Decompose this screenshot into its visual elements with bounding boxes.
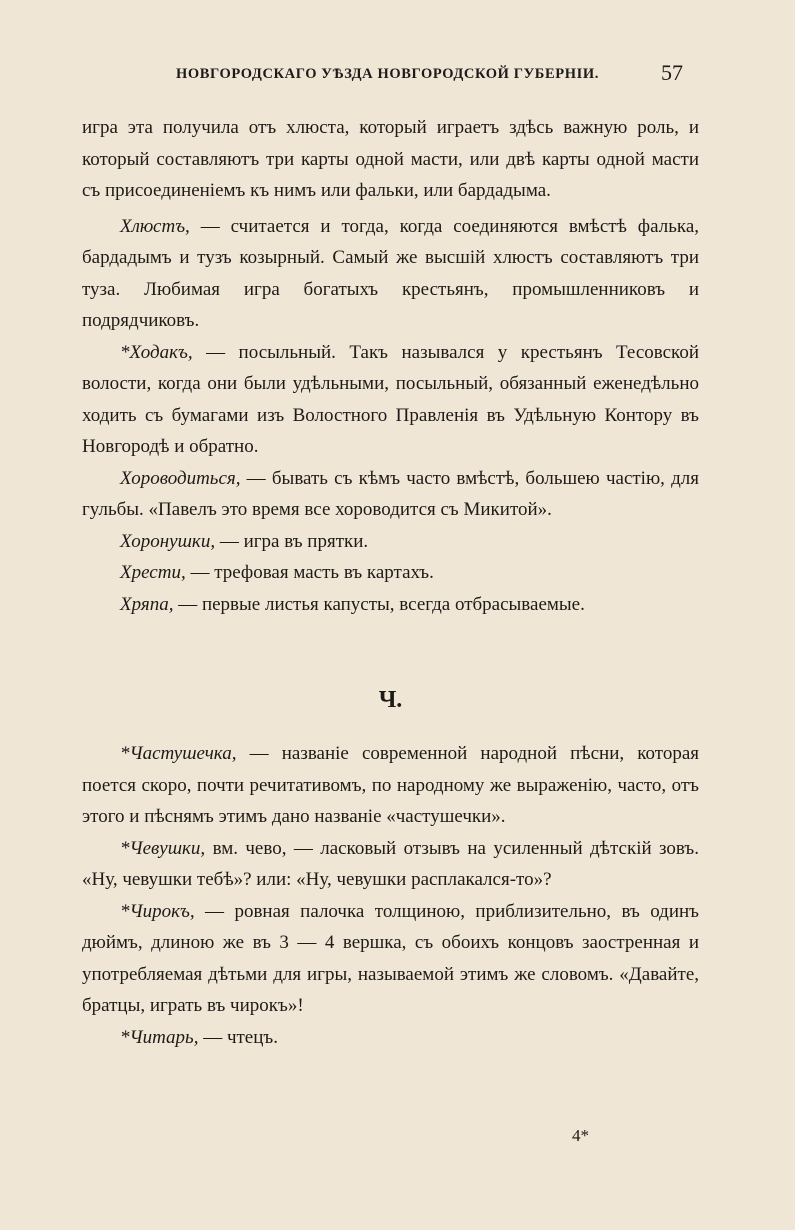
entry-definition: — посыльный. Такъ назывался у крестьянъ Тесовской волости, когда они были удѣльными, посыльный, обязанный еженедѣльно ходить съ бумагами изъ Волостного Правленія въ Удѣльную Контору въ Новгородѣ и обратно. (82, 341, 699, 457)
entry-khodak (82, 337, 699, 463)
page-number: 57 (661, 60, 683, 85)
signature-mark: 4* (572, 1126, 589, 1145)
entry-term: *Чевушки, (120, 837, 206, 859)
entry-continuation: игра эта получила отъ хлюста, который играетъ здѣсь важную роль, и который составляютъ три карты одной масти, или двѣ карты одной масти съ присоединеніемъ къ нимъ или фальки, или бардадыма. (82, 117, 699, 201)
entry-chastushechka (82, 738, 699, 833)
entry-definition: — бывать съ кѣмъ часто вмѣстѣ, большею частію, для гульбы. «Павелъ это время все хороводится съ Микитой». (82, 467, 699, 520)
entry-khorovoditsya (82, 463, 699, 526)
section-heading: Ч. (378, 687, 403, 713)
entry-definition: вм. чево, — ласковый отзывъ на усиленный дѣтскій зовъ. «Ну, чевушки тебѣ»? или: «Ну, чевушки расплакался-то»? (82, 837, 699, 890)
page-body (82, 112, 699, 1053)
entry-term: Хряпа, (120, 593, 174, 615)
entry-chevushki (82, 833, 699, 896)
entry-term: *Частушечка, (120, 743, 237, 764)
entry-definition: — чтецъ. (198, 1026, 278, 1048)
running-title: НОВГОРОДСКАГО УѢЗДА НОВГОРОДСКОЙ ГУБЕРНІИ. (176, 66, 599, 82)
entry-definition: — названіе современной народной пѣсни, которая поется скоро, почти речитативомъ, по народному же выраженію, часто, отъ этого и пѣснямъ этимъ дано названіе «частушечки». (82, 743, 699, 827)
entry-definition: — игра въ прятки. (215, 530, 369, 552)
entry-khresti (82, 557, 699, 589)
entry-chirok (82, 896, 699, 1022)
entry-term: *Чирокъ, (120, 900, 195, 922)
entry-term: *Ходакъ, (120, 341, 193, 363)
entry-term: Хлюстъ, (120, 215, 190, 237)
entry-chitar (82, 1022, 699, 1054)
entry-khoronushki (82, 526, 699, 558)
entry-term: Хоронушки, (120, 530, 216, 552)
entry-term: Хороводиться, (120, 467, 241, 489)
entry-definition: — трефовая масть въ картахъ. (185, 562, 434, 583)
entry-term: *Читарь, (120, 1026, 199, 1048)
entry-definition: — ровная палочка толщиною, приблизительно, въ одинъ дюймъ, длиною же въ 3 — 4 вершка, съ обоихъ концовъ заостренная и употребляемая дѣтьми для игры, называемой этимъ же словомъ. «Давайте, братцы, играть въ чирокъ»! (82, 900, 699, 1016)
page-header (0, 60, 795, 90)
entry-khlyust (82, 211, 699, 337)
entry-definition: — считается и тогда, когда соединяются вмѣстѣ фалька, бардадымъ и тузъ козырный. Самый же высшій хлюстъ составляютъ три туза. Любимая игра богатыхъ крестьянъ, промышленниковъ и подрядчиковъ. (82, 215, 699, 331)
entry-definition: — первые листья капусты, всегда отбрасываемые. (173, 593, 585, 615)
entry-term: Хрести, (120, 562, 186, 583)
entry-khryapa (82, 589, 699, 621)
